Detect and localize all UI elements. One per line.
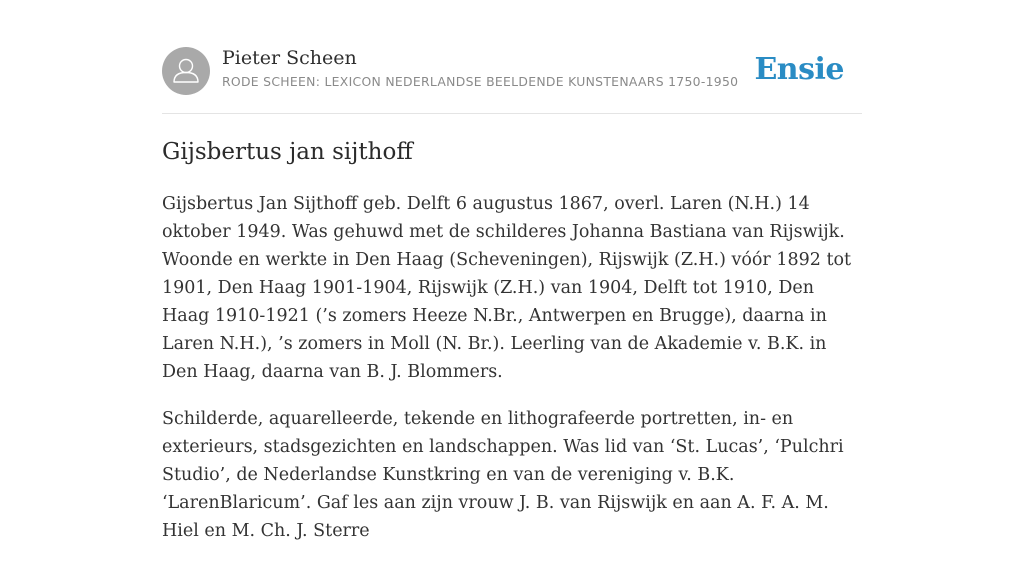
article-title: Gijsbertus jan sijthoff bbox=[162, 139, 413, 165]
brand-logo[interactable]: Ensie bbox=[754, 52, 844, 87]
source-title[interactable]: RODE SCHEEN: LEXICON NEDERLANDSE BEELDENDE KUNSTENAARS 1750-1950 bbox=[222, 74, 739, 89]
article-header bbox=[162, 46, 862, 96]
article-body bbox=[162, 190, 862, 564]
article-card bbox=[162, 0, 862, 541]
user-silhouette-icon bbox=[162, 47, 210, 95]
article-paragraph: Schilderde, aquarelleerde, tekende en lithografeerde portretten, in- en exterieurs, stadsgezichten en landschappen. Was lid van ‘St. Lucas’, ‘Pulchri Studio’, de Nederlandse Kunstkring en van de vereniging v. B.K. ‘LarenBlaricum’. Gaf les aan zijn vrouw J. B. van Rijswijk en aan A. F. A. M. Hiel en M. Ch. J. Sterre bbox=[162, 409, 844, 541]
header-divider bbox=[162, 113, 862, 114]
article-paragraph: Gijsbertus Jan Sijthoff geb. Delft 6 augustus 1867, overl. Laren (N.H.) 14 oktober 1949. Was gehuwd met de schilderes Johanna Bastiana van Rijswijk. Woonde en werkte in Den Haag (Scheveningen), Rijswijk (Z.H.) vóór 1892 tot 1901, Den Haag 1901-1904, Rijswijk (Z.H.) van 1904, Delft tot 1910, Den Haag 1910-1921 (’s zomers Heeze N.Br., Antwerpen en Brugge), daarna in Laren N.H.), ’s zomers in Moll (N. Br.). Leerling van de Akademie v. B.K. in Den Haag, daarna van B. J. Blommers. bbox=[162, 194, 852, 382]
author-avatar[interactable] bbox=[162, 47, 210, 95]
author-name[interactable]: Pieter Scheen bbox=[222, 47, 357, 69]
